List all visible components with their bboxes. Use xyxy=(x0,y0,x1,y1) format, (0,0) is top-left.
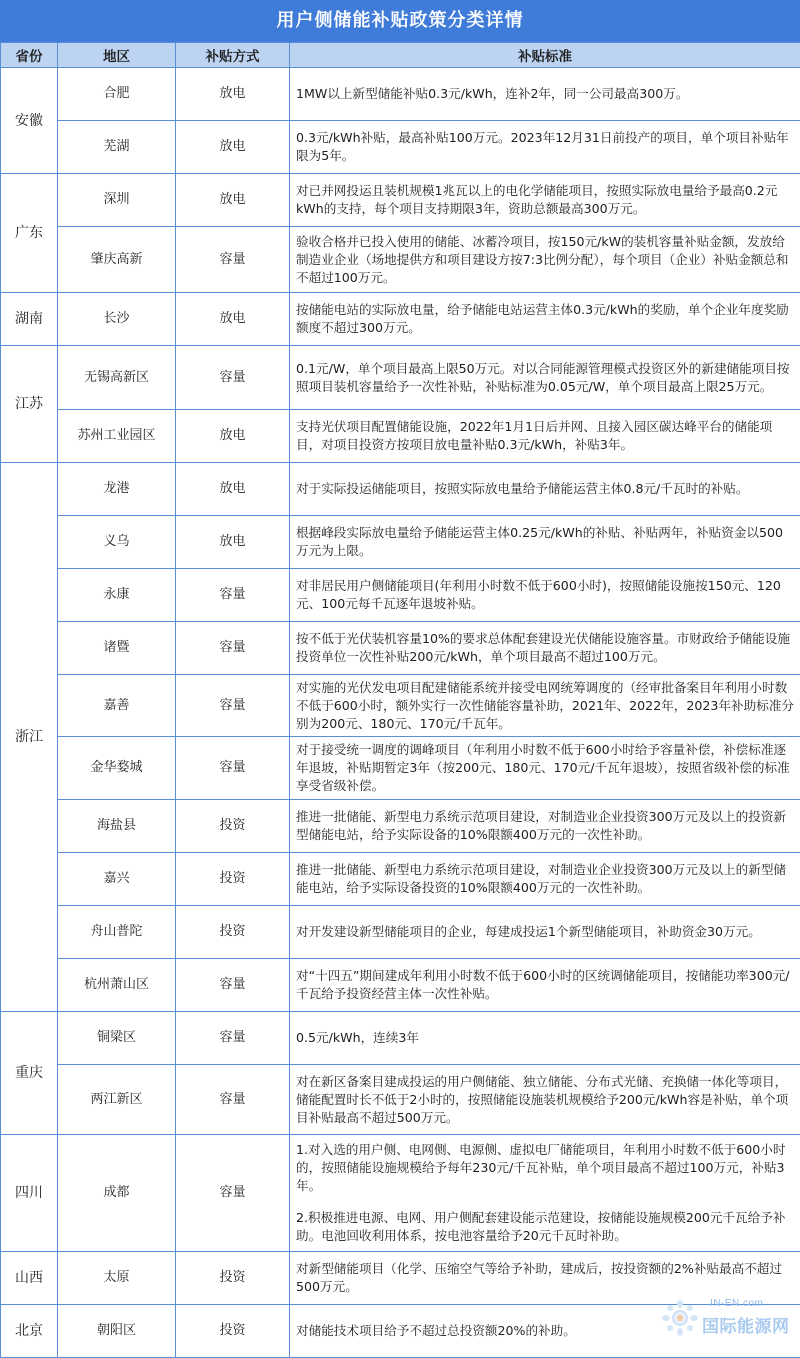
mode-cell: 投资 xyxy=(176,800,290,853)
mode-cell: 容量 xyxy=(176,737,290,800)
watermark-en: IN-EN.com xyxy=(710,1298,763,1309)
table-row xyxy=(1,906,800,959)
area-cell: 芜湖 xyxy=(58,121,176,174)
mode-cell: 投资 xyxy=(176,1305,290,1358)
policy-table xyxy=(0,42,800,1358)
standard-text: 按储能电站的实际放电量，给予储能电站运营主体0.3元/kWh的奖励，单个企业年度奖励额度不超过300万元。 xyxy=(296,301,794,337)
mode-cell: 容量 xyxy=(176,622,290,675)
table-row xyxy=(1,121,800,174)
table-row xyxy=(1,293,800,346)
province-cell: 江苏 xyxy=(1,346,58,463)
table-row xyxy=(1,569,800,622)
standard-text: 对新型储能项目（化学、压缩空气等给予补助，建成后，按投资额的2%补贴最高不超过500万元。 xyxy=(296,1260,794,1296)
sun-flower-logo-icon xyxy=(662,1300,698,1336)
standard-cell xyxy=(290,569,800,622)
area-cell: 朝阳区 xyxy=(58,1305,176,1358)
mode-cell: 放电 xyxy=(176,293,290,346)
watermark-logo xyxy=(662,1294,794,1340)
standard-cell xyxy=(290,675,800,737)
standard-text: 推进一批储能、新型电力系统示范项目建设，对制造业企业投资300万元及以上的新型储能电站，给予实际设备投资的10%限额400万元的一次性补助。 xyxy=(296,861,794,897)
area-cell: 龙港 xyxy=(58,463,176,516)
area-cell: 两江新区 xyxy=(58,1065,176,1135)
table-header-row xyxy=(1,43,800,68)
mode-cell: 投资 xyxy=(176,906,290,959)
standard-text: 按不低于光伏装机容量10%的要求总体配套建设光伏储能设施容量。市财政给予储能设施投资单位一次性补贴200元/kWh，单个项目最高不超过100万元。 xyxy=(296,630,794,666)
standard-cell xyxy=(290,410,800,463)
mode-cell: 放电 xyxy=(176,463,290,516)
province-cell: 四川 xyxy=(1,1135,58,1252)
area-cell: 永康 xyxy=(58,569,176,622)
table-row xyxy=(1,516,800,569)
standard-text: 根据峰段实际放电量给予储能运营主体0.25元/kWh的补贴、补贴两年，补贴资金以500万元为上限。 xyxy=(296,524,794,560)
header-province: 省份 xyxy=(1,43,58,68)
standard-text: 0.1元/W，单个项目最高上限50万元。对以合同能源管理模式投资区外的新建储能项目按照项目装机容量给予一次性补贴，补贴标准为0.05元/W，单个项目最高上限25万元。 xyxy=(296,360,794,396)
area-cell: 杭州萧山区 xyxy=(58,959,176,1012)
standard-text: 对开发建设新型储能项目的企业，每建成投运1个新型储能项目，补助资金30万元。 xyxy=(296,923,794,941)
standard-cell xyxy=(290,737,800,800)
header-mode: 补贴方式 xyxy=(176,43,290,68)
standard-text: 0.5元/kWh，连续3年 xyxy=(296,1029,794,1047)
standard-text: 对“十四五”期间建成年利用小时数不低于600小时的区统调储能项目，按储能功率300元/千瓦给予投资经营主体一次性补贴。 xyxy=(296,967,794,1003)
table-row xyxy=(1,1065,800,1135)
area-cell: 嘉善 xyxy=(58,675,176,737)
standard-text: 1.对入选的用户侧、电网侧、电源侧、虚拟电厂储能项目，年利用小时数不低于600小时的，按照储能设施规模给予每年230元/千瓦补贴，单个项目最高不超过100万元，补贴3年。 xyxy=(296,1141,794,1195)
standard-cell xyxy=(290,853,800,906)
mode-cell: 投资 xyxy=(176,853,290,906)
standard-text: 对于实际投运储能项目，按照实际放电量给予储能运营主体0.8元/千瓦时的补贴。 xyxy=(296,480,794,498)
standard-cell xyxy=(290,227,800,293)
area-cell: 嘉兴 xyxy=(58,853,176,906)
area-cell: 肇庆高新 xyxy=(58,227,176,293)
standard-cell xyxy=(290,622,800,675)
standard-text: 对于接受统一调度的调峰项目（年利用小时数不低于600小时给予容量补偿，补偿标准逐年退坡，补贴期暂定3年（按200元、180元、170元/千瓦年退坡），按照省级补偿的标准享受省级补偿。 xyxy=(296,741,794,795)
area-cell: 合肥 xyxy=(58,68,176,121)
table-row xyxy=(1,410,800,463)
mode-cell: 容量 xyxy=(176,569,290,622)
standard-text: 0.3元/kWh补贴，最高补贴100万元。2023年12月31日前投产的项目，单个项目补贴年限为5年。 xyxy=(296,129,794,165)
mode-cell: 容量 xyxy=(176,227,290,293)
standard-cell xyxy=(290,463,800,516)
mode-cell: 容量 xyxy=(176,346,290,410)
mode-cell: 放电 xyxy=(176,121,290,174)
standard-text: 对实施的光伏发电项目配建储能系统并接受电网统筹调度的（经审批备案目年利用小时数不低于600小时，额外实行一次性储能容量补助，2021年、2022年，2023年补助标准分别为200元、180元、170元/千瓦年。 xyxy=(296,679,794,733)
table-row xyxy=(1,174,800,227)
table-row xyxy=(1,675,800,737)
standard-text: 推进一批储能、新型电力系统示范项目建设，对制造业企业投资300万元及以上的投资新型储能电站，给予实际设备的10%限额400万元的一次性补助。 xyxy=(296,808,794,844)
area-cell: 太原 xyxy=(58,1252,176,1305)
area-cell: 成都 xyxy=(58,1135,176,1252)
province-cell: 广东 xyxy=(1,174,58,293)
header-standard: 补贴标准 xyxy=(290,43,800,68)
standard-text: 支持光伏项目配置储能设施，2022年1月1日后并网、且接入园区碳达峰平台的储能项目，对项目投资方按项目放电量补贴0.3元/kWh，补贴3年。 xyxy=(296,418,794,454)
mode-cell: 容量 xyxy=(176,1012,290,1065)
mode-cell: 放电 xyxy=(176,410,290,463)
page-title: 用户侧储能补贴政策分类详情 xyxy=(0,0,800,42)
province-cell: 山西 xyxy=(1,1252,58,1305)
standard-cell xyxy=(290,906,800,959)
area-cell: 深圳 xyxy=(58,174,176,227)
watermark-cn: 国际能源网 xyxy=(702,1312,790,1337)
area-cell: 铜梁区 xyxy=(58,1012,176,1065)
area-cell: 义乌 xyxy=(58,516,176,569)
province-cell: 湖南 xyxy=(1,293,58,346)
area-cell: 舟山普陀 xyxy=(58,906,176,959)
standard-cell xyxy=(290,516,800,569)
table-row xyxy=(1,68,800,121)
table-row xyxy=(1,463,800,516)
standard-cell xyxy=(290,293,800,346)
standard-cell xyxy=(290,959,800,1012)
table-row xyxy=(1,959,800,1012)
mode-cell: 容量 xyxy=(176,959,290,1012)
mode-cell: 容量 xyxy=(176,1135,290,1252)
standard-text: 对在新区备案目建成投运的用户侧储能、独立储能、分布式光储、充换储一体化等项目，储能配置时长不低于2小时的，按照储能设施装机规模给予200元/kWh容是补贴，单个项目补贴最高不超过500万元。 xyxy=(296,1073,794,1127)
standard-cell xyxy=(290,1012,800,1065)
table-row xyxy=(1,853,800,906)
standard-cell xyxy=(290,1135,800,1252)
table-row xyxy=(1,737,800,800)
mode-cell: 容量 xyxy=(176,675,290,737)
mode-cell: 放电 xyxy=(176,68,290,121)
mode-cell: 放电 xyxy=(176,516,290,569)
standard-text: 1MW以上新型储能补贴0.3元/kWh，连补2年，同一公司最高300万。 xyxy=(296,85,794,103)
standard-cell xyxy=(290,1065,800,1135)
province-cell: 北京 xyxy=(1,1305,58,1358)
area-cell: 无锡高新区 xyxy=(58,346,176,410)
standard-text: 2.积极推进电源、电网、用户侧配套建设能示范建设，按储能设施规模200元千瓦给予补助。电池回收利用体系，按电池容量给予20元千瓦时补助。 xyxy=(296,1209,794,1245)
standard-cell xyxy=(290,68,800,121)
standard-text: 对已并网投运且装机规模1兆瓦以上的电化学储能项目，按照实际放电量给予最高0.2元kWh的支持，每个项目支持期限3年，资助总额最高300万元。 xyxy=(296,182,794,218)
area-cell: 长沙 xyxy=(58,293,176,346)
standard-text: 验收合格并已投入使用的储能、冰蓄冷项目，按150元/kW的装机容量补贴金额，发放给制造业企业（场地提供方和项目建设方按7:3比例分配），每个项目（企业）补贴金额总和不超过100万元。 xyxy=(296,233,794,287)
table-row xyxy=(1,800,800,853)
province-cell: 浙江 xyxy=(1,463,58,1012)
mode-cell: 放电 xyxy=(176,174,290,227)
standard-cell xyxy=(290,346,800,410)
standard-cell xyxy=(290,174,800,227)
area-cell: 诸暨 xyxy=(58,622,176,675)
area-cell: 金华婺城 xyxy=(58,737,176,800)
table-row xyxy=(1,1012,800,1065)
header-area: 地区 xyxy=(58,43,176,68)
table-row xyxy=(1,346,800,410)
mode-cell: 投资 xyxy=(176,1252,290,1305)
standard-cell xyxy=(290,121,800,174)
standard-cell xyxy=(290,800,800,853)
province-cell: 重庆 xyxy=(1,1012,58,1135)
province-cell: 安徽 xyxy=(1,68,58,174)
table-body xyxy=(1,68,800,1358)
standard-text: 对非居民用户侧储能项目(年利用小时数不低于600小时)，按照储能设施按150元、120元、100元每千瓦逐年退坡补贴。 xyxy=(296,577,794,613)
table-row xyxy=(1,622,800,675)
standard-text: 对储能技术项目给予不超过总投资额20%的补助。 xyxy=(296,1322,794,1340)
mode-cell: 容量 xyxy=(176,1065,290,1135)
table-row xyxy=(1,227,800,293)
area-cell: 海盐县 xyxy=(58,800,176,853)
table-row xyxy=(1,1135,800,1252)
area-cell: 苏州工业园区 xyxy=(58,410,176,463)
